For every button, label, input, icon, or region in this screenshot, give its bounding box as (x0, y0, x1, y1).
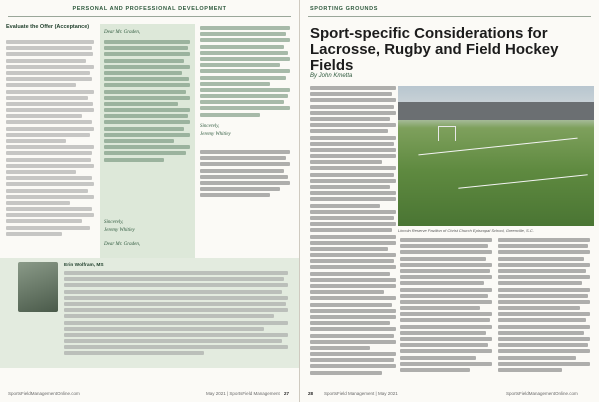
left-footer-url: SportsFieldManagementOnline.com (8, 391, 80, 396)
photo-stands (398, 102, 594, 120)
left-header-rule (8, 16, 291, 17)
left-page-number: 27 (284, 391, 290, 396)
right-column-3-text (498, 238, 590, 374)
article-headline: Sport-specific Considerations for Lacrosse, Rugby and Field Hockey Fields (310, 25, 559, 74)
author-photo (18, 262, 58, 312)
right-running-head: SPORTING GROUNDS (310, 6, 378, 12)
right-column-2-text (400, 238, 492, 374)
photo-goal (438, 126, 456, 141)
lacrosse-field-photo (398, 86, 594, 226)
right-page (300, 0, 599, 402)
sidebar-heading: Evaluate the Offer (Acceptance) (6, 24, 90, 30)
right-footer-issue: SportsField Management | May 2021 (324, 391, 398, 396)
photo-caption: Lincoln Reserve Pavilion of Christ Church Episcopal School, Greenville, S.C. (398, 228, 534, 233)
email-signoff-2: Sincerely, (200, 124, 220, 129)
right-page-number-value: 28 (308, 391, 314, 396)
left-column-3-email (200, 26, 290, 119)
left-page (0, 0, 299, 402)
left-column-1-text (6, 40, 94, 238)
email-body-1 (104, 40, 190, 164)
email-signoff-1: Sincerely, (104, 220, 124, 225)
email-salutation-2: Dear Mr. Graden, (104, 242, 141, 247)
author-bio-name: Erin Wolfram, MS (64, 263, 104, 268)
article-byline: By John Kmetta (310, 73, 353, 79)
left-column-3-text (200, 150, 290, 200)
left-running-head: PERSONAL AND PROFESSIONAL DEVELOPMENT (72, 6, 227, 12)
email-salutation-1: Dear Mr. Graden, (104, 30, 141, 35)
author-bio-text (64, 271, 288, 358)
photo-field-line (458, 174, 587, 189)
right-footer-url: SportsFieldManagementOnline.com (506, 391, 578, 396)
email-name-1: Jeremy Whitley (104, 228, 135, 233)
right-column-1-text (310, 86, 396, 377)
right-header-rule (308, 16, 591, 17)
left-footer-issue: May 2021 | SportsField Management (206, 391, 280, 396)
right-page-number (308, 391, 313, 396)
email-name-2: Jeremy Whitley (200, 132, 231, 137)
